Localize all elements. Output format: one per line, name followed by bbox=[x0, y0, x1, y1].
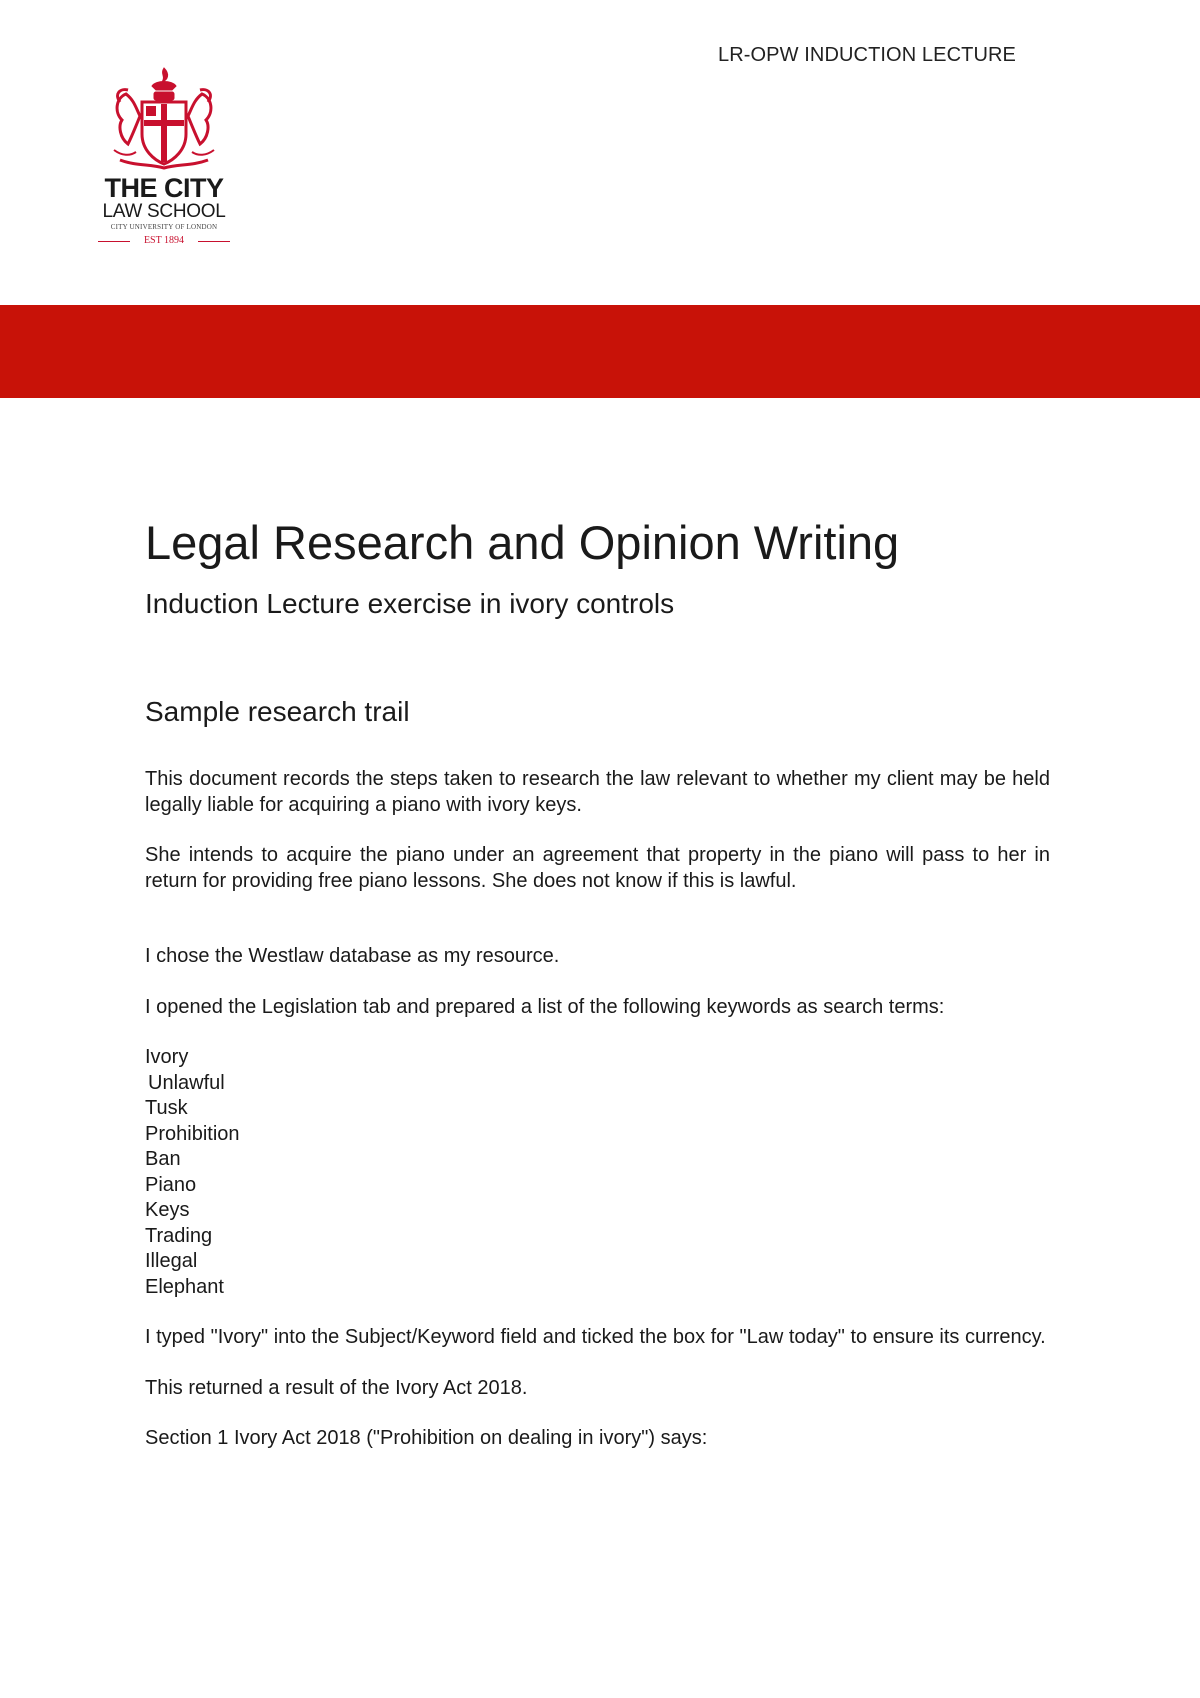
logo-line-law-school: LAW SCHOOL bbox=[102, 201, 226, 222]
list-item: Piano bbox=[145, 1173, 197, 1196]
city-law-school-logo bbox=[96, 64, 232, 248]
paragraph-section-quote: Section 1 Ivory Act 2018 ("Prohibition on dealing in ivory") says: bbox=[145, 1427, 708, 1449]
logo-line-the-city: THE CITY bbox=[104, 173, 224, 203]
document-body bbox=[145, 512, 1050, 1452]
list-item: Unlawful bbox=[148, 1071, 225, 1094]
list-item: Illegal bbox=[145, 1250, 198, 1272]
paragraph-search-step: I typed "Ivory" into the Subject/Keyword field and ticked the box for "Law today" to ensure its currency. bbox=[145, 1326, 1046, 1348]
paragraph-intro: This document records the steps taken to research the law relevant to whether my client may be held legally liable for acquiring a piano with ivory keys. bbox=[145, 768, 1050, 816]
logo-line-university: CITY UNIVERSITY OF LONDON bbox=[110, 223, 218, 231]
paragraph-result: This returned a result of the Ivory Act 2018. bbox=[145, 1376, 528, 1399]
list-item: Prohibition bbox=[145, 1122, 240, 1145]
red-header-band bbox=[0, 305, 1200, 398]
logo-est: EST 1894 bbox=[96, 234, 232, 248]
header-label: LR-OPW INDUCTION LECTURE bbox=[718, 44, 1016, 66]
page-title: Legal Research and Opinion Writing bbox=[145, 516, 900, 569]
keyword-list bbox=[145, 1045, 1050, 1300]
list-item: Trading bbox=[145, 1224, 213, 1247]
list-item: Ivory bbox=[145, 1046, 189, 1068]
paragraph-agreement: She intends to acquire the piano under an agreement that property in the piano will pass to her in return for providing free piano lessons. She does not know if this is lawful. bbox=[145, 844, 1050, 892]
coat-of-arms-icon bbox=[106, 64, 222, 172]
paragraph-database: I chose the Westlaw database as my resource. bbox=[145, 945, 560, 967]
section-heading: Sample research trail bbox=[145, 696, 410, 727]
paragraph-keywords-intro: I opened the Legislation tab and prepared a list of the following keywords as search terms: bbox=[145, 995, 945, 1018]
list-item: Tusk bbox=[145, 1097, 188, 1119]
list-item: Elephant bbox=[145, 1275, 224, 1298]
list-item: Keys bbox=[145, 1199, 190, 1221]
page-subtitle: Induction Lecture exercise in ivory controls bbox=[145, 588, 675, 619]
list-item: Ban bbox=[145, 1148, 181, 1170]
